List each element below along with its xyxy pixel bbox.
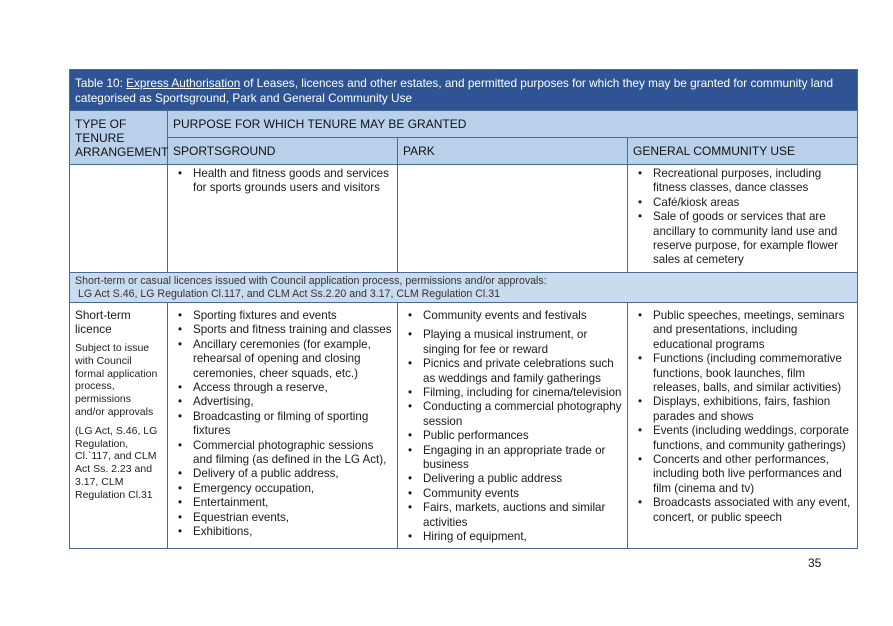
list-item: • Playing a musical instrument, or singing for fee or reward xyxy=(401,328,623,357)
type-cell-empty xyxy=(70,165,168,273)
caption-prefix: Table 10: xyxy=(75,76,127,90)
page-number: 35 xyxy=(808,556,822,570)
express-authorisation-table xyxy=(69,69,858,549)
general-community-use-cell xyxy=(628,303,858,549)
list-item: • Functions (including commemorative functions, book launches, film releases, balls, and similar activities) xyxy=(631,352,853,395)
park-cell xyxy=(398,303,628,549)
list-item: • Exhibitions, xyxy=(171,525,393,539)
band-line-1: Short-term or casual licences issued with Council application process, permissions and/or approvals: xyxy=(75,275,547,287)
park-header: PARK xyxy=(398,138,628,165)
list-item: • Displays, exhibitions, fairs, fashion parades and shows xyxy=(631,395,853,424)
list-item: • Entertainment, xyxy=(171,496,393,510)
list-item: • Recreational purposes, including fitness classes, dance classes xyxy=(631,167,853,196)
list-item: • Community events xyxy=(401,487,623,501)
list-item: • Ancillary ceremonies (for example, rehearsal of opening and closing ceremonies, cheer squads, etc.) xyxy=(171,338,393,381)
list-item: • Café/kiosk areas xyxy=(631,196,853,210)
table-row xyxy=(70,303,858,549)
express-authorisation-link[interactable]: Express Authorisation xyxy=(126,76,241,90)
list-item: • Conducting a commercial photography session xyxy=(401,400,623,429)
list-item: • Access through a reserve, xyxy=(171,381,393,395)
short-term-licences-band xyxy=(70,273,858,303)
list-item: • Community events and festivals xyxy=(401,309,623,323)
park-cell xyxy=(398,165,628,273)
list-item: • Advertising, xyxy=(171,395,393,409)
type-note-legislation: (LG Act, S.46, LG Regulation, Cl.`117, and CLM Act Ss. 2.23 and 3.17, CLM Regulation Cl.31 xyxy=(75,424,158,501)
list-item: • Health and fitness goods and services for sports grounds users and visitors xyxy=(171,167,393,196)
list-item: • Emergency occupation, xyxy=(171,482,393,496)
table-caption xyxy=(70,70,858,111)
list-item: • Delivery of a public address, xyxy=(171,467,393,481)
sportsground-cell xyxy=(168,303,398,549)
list-item: • Equestrian events, xyxy=(171,511,393,525)
table-row xyxy=(70,165,858,273)
type-note-approvals: Subject to issue with Council formal application process, permissions and/or approvals xyxy=(75,342,158,418)
type-of-tenure-header: TYPE OF TENURE ARRANGEMENT xyxy=(70,111,168,165)
list-item: • Commercial photographic sessions and filming (as defined in the LG Act), xyxy=(171,439,393,468)
list-item: • Public performances xyxy=(401,429,623,443)
list-item: • Broadcasting or filming of sporting fixtures xyxy=(171,410,393,439)
sportsground-header: SPORTSGROUND xyxy=(168,138,398,165)
list-item: • Picnics and private celebrations such as weddings and family gatherings xyxy=(401,357,623,386)
short-term-licence-cell xyxy=(70,303,168,549)
caption-rest: of Leases, licences and other estates, and permitted purposes for which they may be granted for community land categorised as Sportsground, Park and General Community Use xyxy=(75,76,834,105)
list-item: • Broadcasts associated with any event, concert, or public speech xyxy=(631,496,853,525)
list-item: • Engaging in an appropriate trade or business xyxy=(401,444,623,473)
list-item: • Delivering a public address xyxy=(401,472,623,486)
sportsground-cell xyxy=(168,165,398,273)
list-item: • Sporting fixtures and events xyxy=(171,309,393,323)
list-item: • Public speeches, meetings, seminars and presentations, including educational programs xyxy=(631,309,853,352)
purpose-header: PURPOSE FOR WHICH TENURE MAY BE GRANTED xyxy=(168,111,858,138)
list-item: • Hiring of equipment, xyxy=(401,530,623,544)
list-item: • Sale of goods or services that are ancillary to community land use and reserve purpose, for example flower sales at cemetery xyxy=(631,210,853,268)
list-item: • Events (including weddings, corporate functions, and community gatherings) xyxy=(631,424,853,453)
list-item: • Concerts and other performances, including both live performances and film (cinema and tv) xyxy=(631,453,853,496)
band-line-2: LG Act S.46, LG Regulation Cl.117, and CLM Act Ss.2.20 and 3.17, CLM Regulation Cl.31 xyxy=(75,288,500,300)
general-community-use-cell xyxy=(628,165,858,273)
list-item: • Fairs, markets, auctions and similar activities xyxy=(401,501,623,530)
list-item: • Filming, including for cinema/television xyxy=(401,386,623,400)
general-community-use-header: GENERAL COMMUNITY USE xyxy=(628,138,858,165)
type-title: Short-term licence xyxy=(75,308,131,336)
list-item: • Sports and fitness training and classes xyxy=(171,323,393,337)
